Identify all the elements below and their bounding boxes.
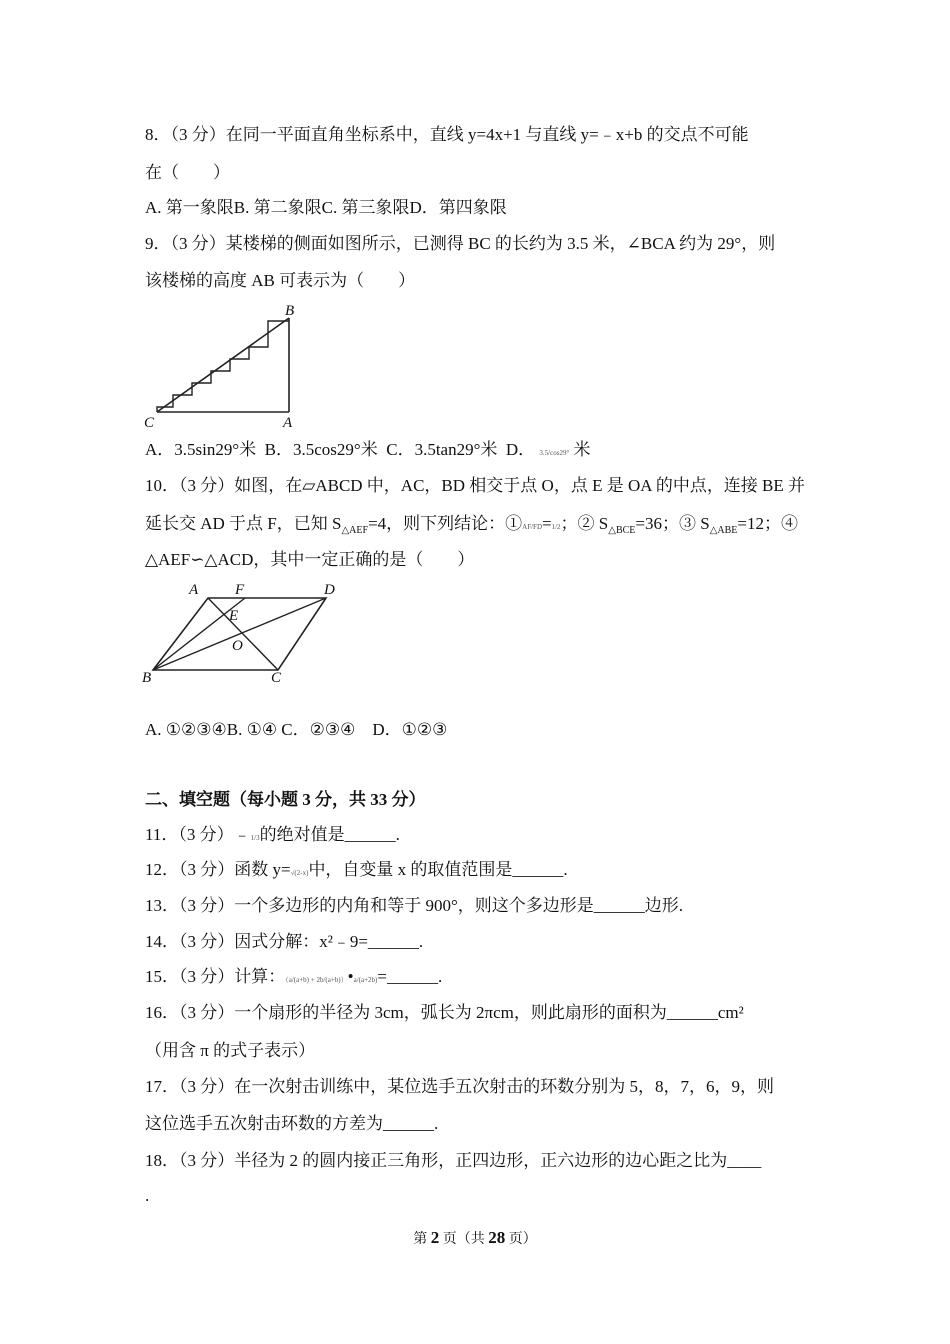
label-c: C xyxy=(271,670,282,686)
q9-option-c: C．3.5tan29°米 xyxy=(386,440,498,459)
diagonal-bd xyxy=(153,598,326,670)
q10-fraction-af-fd: AF/FD xyxy=(522,523,542,531)
q15-fraction: a/(a+2b) xyxy=(353,976,378,984)
q11-text-b: 的绝对值是______. xyxy=(259,825,400,844)
q15-text-a: 15．（3 分）计算： xyxy=(145,967,286,986)
q15 xyxy=(145,966,442,991)
q10-line2 xyxy=(145,513,798,538)
q8-options: A. 第一象限B. 第二象限C. 第三象限D．第四象限 xyxy=(145,198,507,217)
q9-option-a: A．3.5sin29°米 xyxy=(145,440,257,459)
q9-option-d-fraction: 3.5/cos29° xyxy=(539,449,570,457)
q10-text-f: =12；④ xyxy=(737,514,798,533)
label-a: A xyxy=(189,582,199,598)
q9-line2: 该楼梯的高度 AB 可表示为（ ） xyxy=(145,271,416,290)
q10-options: A. ①②③④B. ①④ C．②③④ D．①②③ xyxy=(145,720,448,739)
footer-total-pages: 28 xyxy=(488,1228,506,1247)
q15-expression: （a/(a+b) + 2b/(a+b)） xyxy=(285,976,348,984)
q11 xyxy=(145,824,400,849)
parallelogram-figure xyxy=(138,578,348,686)
footer-suffix: 页） xyxy=(508,1232,537,1247)
q13: 13．（3 分）一个多边形的内角和等于 900°，则这个多边形是______边形. xyxy=(145,896,684,915)
section-2-title: 二、填空题（每小题 3 分，共 33 分） xyxy=(145,790,426,809)
label-a: A xyxy=(283,415,293,431)
footer-page-number: 2 xyxy=(430,1228,440,1247)
q12-text-b: 中，自变量 x 的取值范围是______. xyxy=(308,860,568,879)
q9-options xyxy=(145,439,591,464)
diagonal-ac xyxy=(208,598,278,670)
staircase-figure xyxy=(140,300,310,432)
q14: 14．（3 分）因式分解：x²﹣9=______. xyxy=(145,932,424,951)
q15-dot: • xyxy=(347,967,354,986)
q12 xyxy=(145,859,568,884)
q9-option-d-unit: 米 xyxy=(573,440,591,459)
q10-sub-bce: △BCE xyxy=(608,525,636,536)
q10-fraction-half: 1/2 xyxy=(551,523,561,531)
footer-middle: 页（共 xyxy=(442,1232,485,1247)
q15-text-c: =______. xyxy=(377,967,443,986)
q17-line2: 这位选手五次射击环数的方差为______. xyxy=(145,1114,439,1133)
q9-line1: 9．（3 分）某楼梯的侧面如图所示，已测得 BC 的长约为 3.5 米，∠BCA 约为 29°，则 xyxy=(145,234,776,253)
q10-sub-aef: △AEF xyxy=(341,525,369,536)
q10-text-c: = xyxy=(542,514,552,533)
label-d: D xyxy=(324,582,335,598)
q10-line3: △AEF∽△ACD，其中一定正确的是（ ） xyxy=(145,550,475,569)
q10-sub-abe: △ABE xyxy=(709,525,738,536)
footer-prefix: 第 xyxy=(413,1232,428,1247)
q9-option-b: B．3.5cos29°米 xyxy=(264,440,378,459)
q16-line2: （用含 π 的式子表示） xyxy=(145,1041,316,1060)
q10-line1: 10．（3 分）如图，在▱ABCD 中，AC，BD 相交于点 O，点 E 是 OA 的中点，连接 BE 并 xyxy=(145,476,806,495)
q12-radical: √(2-x) xyxy=(290,869,309,877)
q10-text-e: =36；③ S xyxy=(635,514,710,533)
q17-line1: 17．（3 分）在一次射击训练中，某位选手五次射击的环数分别为 5，8，7，6，9，则 xyxy=(145,1077,774,1096)
q10-text-d: ；② S xyxy=(560,514,609,533)
q8-line2: 在（ ） xyxy=(145,163,230,182)
q8-line1: 8．（3 分）在同一平面直角坐标系中，直线 y=4x+1 与直线 y=﹣x+b 的交点不可能 xyxy=(145,125,749,144)
label-f: F xyxy=(235,582,245,598)
q9-option-d: D． xyxy=(505,440,536,459)
q12-text-a: 12．（3 分）函数 y= xyxy=(145,860,291,879)
label-o: O xyxy=(232,638,243,654)
page-footer xyxy=(0,1228,950,1248)
q11-fraction: 1/3 xyxy=(250,834,260,842)
q18-line1: 18．（3 分）半径为 2 的圆内接正三角形，正四边形，正六边形的边心距之比为____ xyxy=(145,1151,762,1170)
label-b: B xyxy=(142,670,152,686)
label-c: C xyxy=(144,415,155,431)
q16-line1: 16．（3 分）一个扇形的半径为 3cm，弧长为 2πcm，则此扇形的面积为______cm² xyxy=(145,1003,744,1022)
q10-text-b: =4，则下列结论：① xyxy=(368,514,523,533)
stair-slope-cb xyxy=(157,318,289,412)
q11-text-a: 11．（3 分）﹣ xyxy=(145,825,251,844)
label-e: E xyxy=(229,608,239,624)
q18-line2: . xyxy=(145,1186,150,1205)
label-b: B xyxy=(285,303,295,319)
q10-text-a: 延长交 AD 于点 F，已知 S xyxy=(145,514,342,533)
